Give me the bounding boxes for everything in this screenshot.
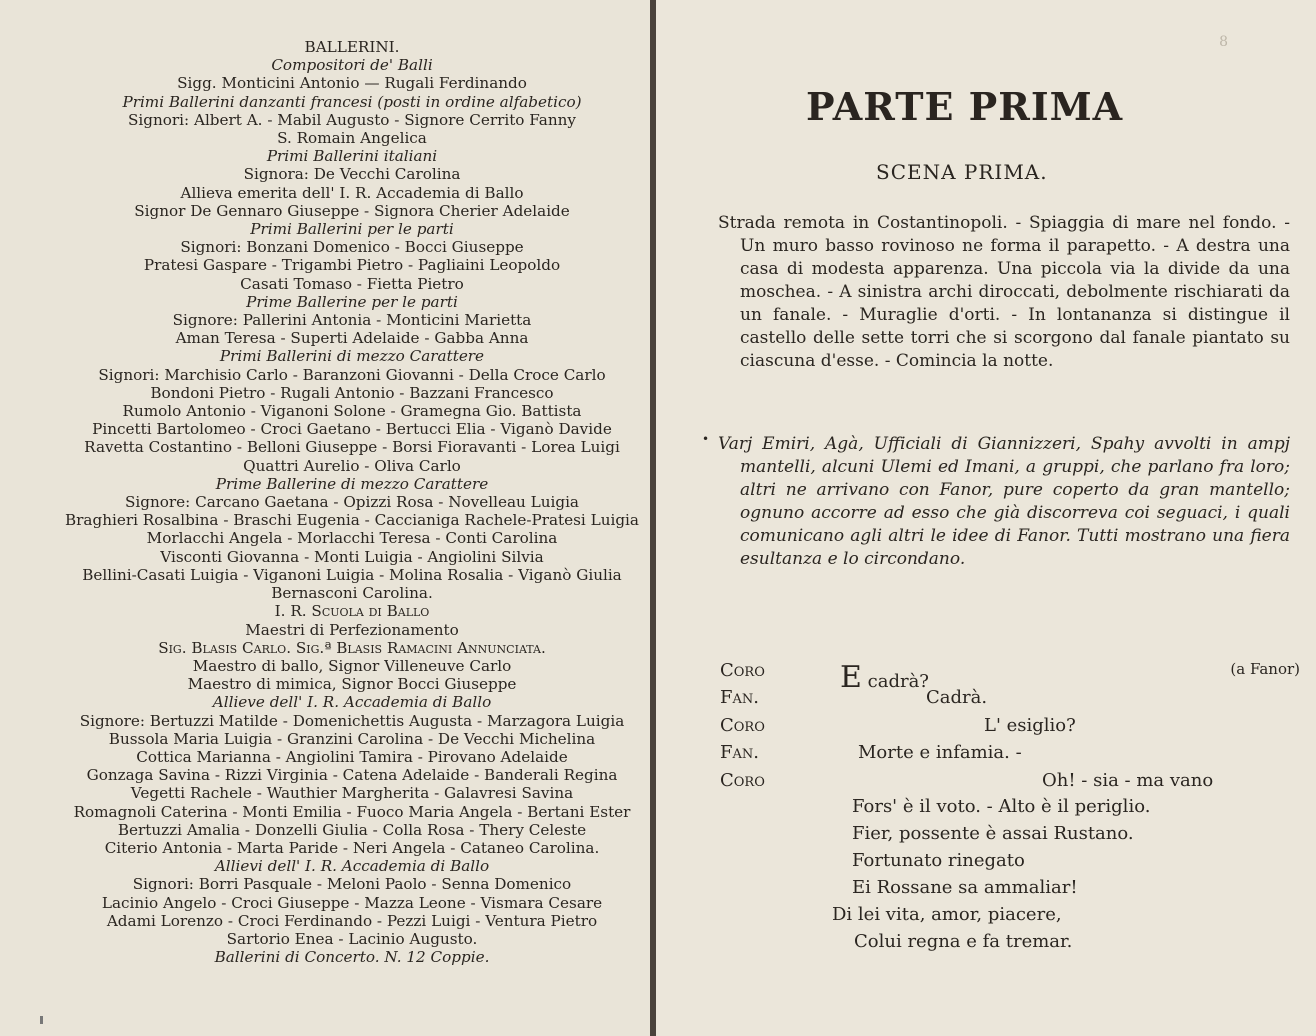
cast-line: Signori: Bonzani Domenico - Bocci Giuseppe [180,238,524,257]
verse-line-text: Colui regna e fa tremar. [854,931,1073,952]
section-heading: Allieve dell' I. R. Accademia di Ballo [212,693,492,712]
stage-note: (a Fanor) [1230,660,1300,678]
cast-line: Sigg. Monticini Antonio — Rugali Ferdinando [177,74,527,93]
right-page [656,0,1316,1036]
cast-line: Pratesi Gaspare - Trigambi Pietro - Pagliaini Leopoldo [143,256,561,275]
verse-line-text: Fier, possente è assai Rustano. [852,823,1134,844]
verse-line-text: cadrà? [861,671,929,692]
section-heading: Primi Ballerini di mezzo Carattere [219,347,485,366]
cast-line: BALLERINI. [304,38,400,56]
cast-line: Signore: Bertuzzi Matilde - Domenichettis Augusta - Marzagora Luigia [79,711,625,730]
speaker-label: Coro [720,770,765,791]
speaker-label: Coro [720,715,765,736]
cast-line: Sig. Blasis Carlo. Sig.ª Blasis Ramacini Annunciata. [158,638,546,657]
verse-text [984,715,1076,736]
initial-letter: E [840,660,862,695]
cast-line: Maestro di ballo, Signor Villeneuve Carlo [192,656,512,675]
cast-line: Romagnoli Caterina - Monti Emilia - Fuoco Maria Angela - Bertani Ester [73,802,631,821]
verse-text [852,850,1025,871]
speaker-label: Fan. [720,742,759,763]
cast-line: Signori: Borri Pasquale - Meloni Paolo - Senna Domenico [132,875,572,894]
verse-text [852,823,1134,844]
speaker-label: Fan. [720,687,759,708]
scene-title: SCENA PRIMA. [876,160,1048,184]
cast-line: I. R. Scuola di Ballo [274,602,430,621]
cast-line: Signore: Carcano Gaetana - Opizzi Rosa - Novelleau Luigia [125,493,579,512]
cast-line: S. Romain Angelica [277,129,427,148]
verse-line-text: Fors' è il voto. - Alto è il periglio. [852,796,1151,817]
cast-line: Bussola Maria Luigia - Granzini Carolina - De Vecchi Michelina [108,729,596,748]
cast-line: Quattri Aurelio - Oliva Carlo [243,456,461,475]
section-heading: Primi Ballerini danzanti francesi (posti in ordine alfabetico) [122,92,582,111]
cast-line: Signor De Gennaro Giuseppe - Signora Cherier Adelaide [134,201,570,220]
section-heading: Prime Ballerine per le parti [246,292,458,311]
section-heading: Ballerini di Concerto. N. 12 Coppie. [214,948,490,967]
characters-direction-text: Varj Emiri, Agà, Ufficiali di Giannizzeri, Spahy avvolti in ampj mantelli, alcuni Ulemi ed Imani, a gruppi, che parlano fra loro; altri ne arrivano con Fanor, pure coperto da gran mantello; ognuno accorre ad esso che già discorreva coi seguaci, i quali comunicano agli altri le idee di Fanor. Tutti mostrano una fiera esultanza e lo circondano. [718,434,1290,569]
section-heading: Compositori de' Balli [271,56,433,75]
verse-line-text: Morte e infamia. - [858,742,1022,763]
cast-line: Sartorio Enea - Lacinio Augusto. [226,929,478,948]
cast-line: Bernasconi Carolina. [271,584,433,603]
verse-text [926,687,987,708]
ballet-cast-list [52,38,650,966]
verse-text [1042,770,1213,791]
cast-line: Bondoni Pietro - Rugali Antonio - Bazzani Francesco [150,383,554,402]
page-mark [40,1016,43,1024]
verse-text [852,877,1078,898]
cast-line: Morlacchi Angela - Morlacchi Teresa - Conti Carolina [146,529,558,548]
stage-description [718,212,1290,373]
section-heading: Allievi dell' I. R. Accademia di Ballo [214,857,490,876]
verse-line-text: Cadrà. [926,687,988,708]
cast-line: Signora: De Vecchi Carolina [243,165,461,184]
cast-line: Rumolo Antonio - Viganoni Solone - Gramegna Gio. Battista [122,402,582,421]
cast-line: Pincetti Bartolomeo - Croci Gaetano - Bertucci Elia - Viganò Davide [92,420,612,439]
cast-line: Vegetti Rachele - Wauthier Margherita - Galavresi Savina [130,784,574,803]
cast-line: Allieva emerita dell' I. R. Accademia di Ballo [180,183,524,202]
cast-line: Lacinio Angelo - Croci Giuseppe - Mazza Leone - Vismara Cesare [101,893,603,912]
left-page [0,0,650,1036]
cast-line: Braghieri Rosalbina - Braschi Eugenia - Caccianiga Rachele-Pratesi Luigia [65,511,639,530]
page-number: 8 [1219,34,1228,50]
section-heading: Prime Ballerine di mezzo Carattere [215,474,489,493]
cast-line: Adami Lorenzo - Croci Ferdinando - Pezzi Luigi - Ventura Pietro [106,911,598,930]
verse-text [840,660,929,695]
verse-text [832,904,1062,925]
speaker-label: Coro [720,660,765,681]
cast-line: Maestro di mimica, Signor Bocci Giuseppe [187,675,517,694]
cast-line: Aman Teresa - Superti Adelaide - Gabba Anna [175,329,529,348]
cast-line: Bellini-Casati Luigia - Viganoni Luigia - Molina Rosalia - Viganò Giulia [82,565,622,584]
verse-line-text: Ei Rossane sa ammaliar! [852,877,1078,898]
cast-line: Casati Tomaso - Fietta Pietro [240,274,464,293]
verse-line-text: Di lei vita, amor, piacere, [832,904,1062,925]
cast-line: Cottica Marianna - Angiolini Tamira - Pirovano Adelaide [136,747,568,766]
section-heading: Primi Ballerini per le parti [250,220,454,239]
section-heading: Primi Ballerini italiani [266,147,438,166]
cast-line: Signori: Marchisio Carlo - Baranzoni Giovanni - Della Croce Carlo [98,365,606,384]
stage-description-text: Strada remota in Costantinopoli. - Spiaggia di mare nel fondo. - Un muro basso rovinoso ne forma il parapetto. - A destra una casa di modesta apparenza. Una piccola via la divide da una moschea. - A sinistra archi diroccati, debolmente rischiarati da un fanale. - Muraglie d'orti. - In lontananza si distingue il castello delle sette torri che si scorgono dal fanale piantato su ciascuna d'esse. - Comincia la notte. [718,213,1290,371]
verse-line-text: Oh! - sia - ma vano [1042,770,1214,791]
verse-text [854,931,1072,952]
verse-line-text: Fortunato rinegato [852,850,1025,871]
cast-line: Bertuzzi Amalia - Donzelli Giulia - Colla Rosa - Thery Celeste [117,820,587,839]
cast-line: Citerio Antonia - Marta Paride - Neri Angela - Cataneo Carolina. [104,838,600,857]
cast-line: Maestri di Perfezionamento [245,620,459,639]
cast-line: Ravetta Costantino - Belloni Giuseppe - Borsi Fioravanti - Lorea Luigi [84,438,620,457]
cast-line: Visconti Giovanna - Monti Luigia - Angiolini Silvia [160,547,544,566]
margin-dot: • [702,432,710,446]
part-title: PARTE PRIMA [806,84,1124,129]
cast-line: Signori: Albert A. - Mabil Augusto - Signore Cerrito Fanny [128,110,576,129]
verse-text [858,742,1022,763]
cast-line: Gonzaga Savina - Rizzi Virginia - Catena Adelaide - Banderali Regina [86,766,618,785]
characters-direction [718,433,1290,571]
cast-line: Signore: Pallerini Antonia - Monticini Marietta [172,311,532,330]
verse-line-text: L' esiglio? [984,715,1076,736]
verse-text [852,796,1150,817]
